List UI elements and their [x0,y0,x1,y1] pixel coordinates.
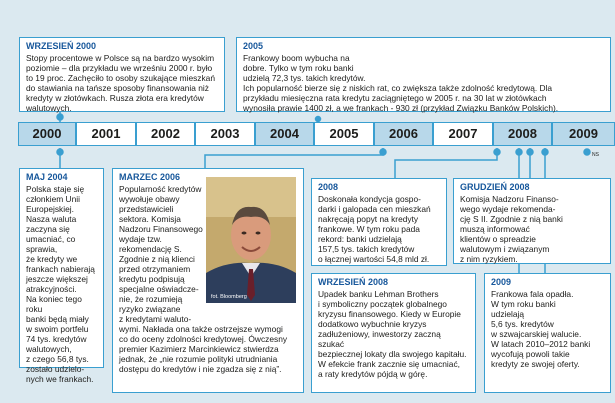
event-title: 2008 [318,182,339,192]
year-2008: 2008 [493,122,552,146]
event-body: Frankowy boom wybucha na dobre. Tylko w tym roku banki udzielą 72,3 tys. takich kredytów. Ich popularność bierze się z niskich rat, co zwiększa także zdolność kredytową. Dla przykładu miesięczna rata kredytu zaciągniętego w 2005 r. na 30 lat w złotówkach wynosiła prawie 1400 zł, a we frankach - 930 zł (przykład Związku Banków Polskich). [243,53,559,113]
event-december-2008 [453,178,611,264]
event-title: WRZESIEŃ 2008 [318,277,389,287]
event-may-2004 [19,168,104,384]
event-title: WRZESIEŃ 2000 [26,41,97,51]
event-september-2000 [19,37,225,112]
event-title: 2009 [491,277,512,287]
year-2009: 2009 [552,122,615,146]
year-2004: 2004 [255,122,314,146]
year-2005: 2005 [314,122,374,146]
author-mark: NS [592,152,599,158]
event-2005 [236,37,611,112]
year-2006: 2006 [374,122,433,146]
event-2008 [311,178,447,266]
event-body: Popularność kredytów wywołuje obawy przedstawicieli sektora. Komisja Nadzoru Finansowego wydaje tzw. rekomendację S. Zgodnie z nią klienci przed otrzymaniem kredytu podpisują specjalne oświadcze- nie, że rozumieją ryzyko związane z kredytami waluto- wymi. Nakłada ona także ostrzejsze wymogi co do oceny zdolności kredytowej. Ówczesny premier Kazimierz Marcinkiewicz stwierdza jednak, że „nie rozumie polityki utrudniania dostępu do kredytów i nie zgadza się z nią”. [119,184,288,374]
event-title: MAJ 2004 [26,172,68,182]
event-title: 2005 [243,41,264,51]
event-body: Stopy procentowe w Polsce są na bardzo wysokim poziomie – dla przykładu we wrześniu 2000 r. było to 19 proc. Zachęciło to osoby szukające mieszkań do stawiania na tańsze sposoby finansowania niż kredyty w złotówkach. Rusza złota era kredytów walutowych. [26,53,215,113]
portrait-photo [206,177,296,303]
event-body: Polska staje się członkiem Unii Europejskiej. Nasza waluta zaczyna się umacniać, co sprawia, że kredyty we frankach nabierają jeszcze większej atrakcyjności. Na koniec tego roku banki będą miały w swoim portfelu 74 tys. kredytów walutowych, z czego 56,8 tys. zostało udzielo- nych we frankach. [26,184,95,384]
event-2009 [484,273,611,393]
event-body: Frankowa fala opadła. W tym roku banki udzielają 5,6 tys. kredytów w szwajcarskiej walucie. W latach 2010–2012 banki wycofują powoli takie kredyty ze swojej oferty. [491,289,591,369]
year-2002: 2002 [136,122,195,146]
event-body: Komisja Nadzoru Finanso- wego wydaje rekomenda- cję S II. Zgodnie z nią banki muszą informować klientów o spreadzie walutowym i związanym z nim ryzykiem. [460,194,563,264]
timeline-bar [0,122,615,148]
year-2003: 2003 [195,122,255,146]
event-september-2008 [311,273,476,393]
year-2000: 2000 [18,122,76,146]
year-2007: 2007 [433,122,493,146]
event-body: Upadek banku Lehman Brothers i symboliczny początek globalnego kryzysu finansowego. Kiedy w Europie dodatkowo wybuchnie kryzys zadłużeniowy, inwestorzy zaczną szukać bezpiecznej lokaty dla swojego kapitału. W efekcie frank zacznie się umacniać, a raty kredytów pójdą w górę. [318,289,467,379]
event-title: GRUDZIEŃ 2008 [460,182,530,192]
year-2001: 2001 [76,122,136,146]
event-title: MARZEC 2006 [119,172,181,182]
event-body: Doskonała kondycja gospo- darki i galopada cen mieszkań nakręcają popyt na kredyty frankowe. W tym roku pada rekord: banki udzielają 157,5 tys. takich kredytów o łącznej wartości 54,8 mld zł. [318,194,431,264]
photo-credit: fot. Bloomberg [211,294,247,300]
